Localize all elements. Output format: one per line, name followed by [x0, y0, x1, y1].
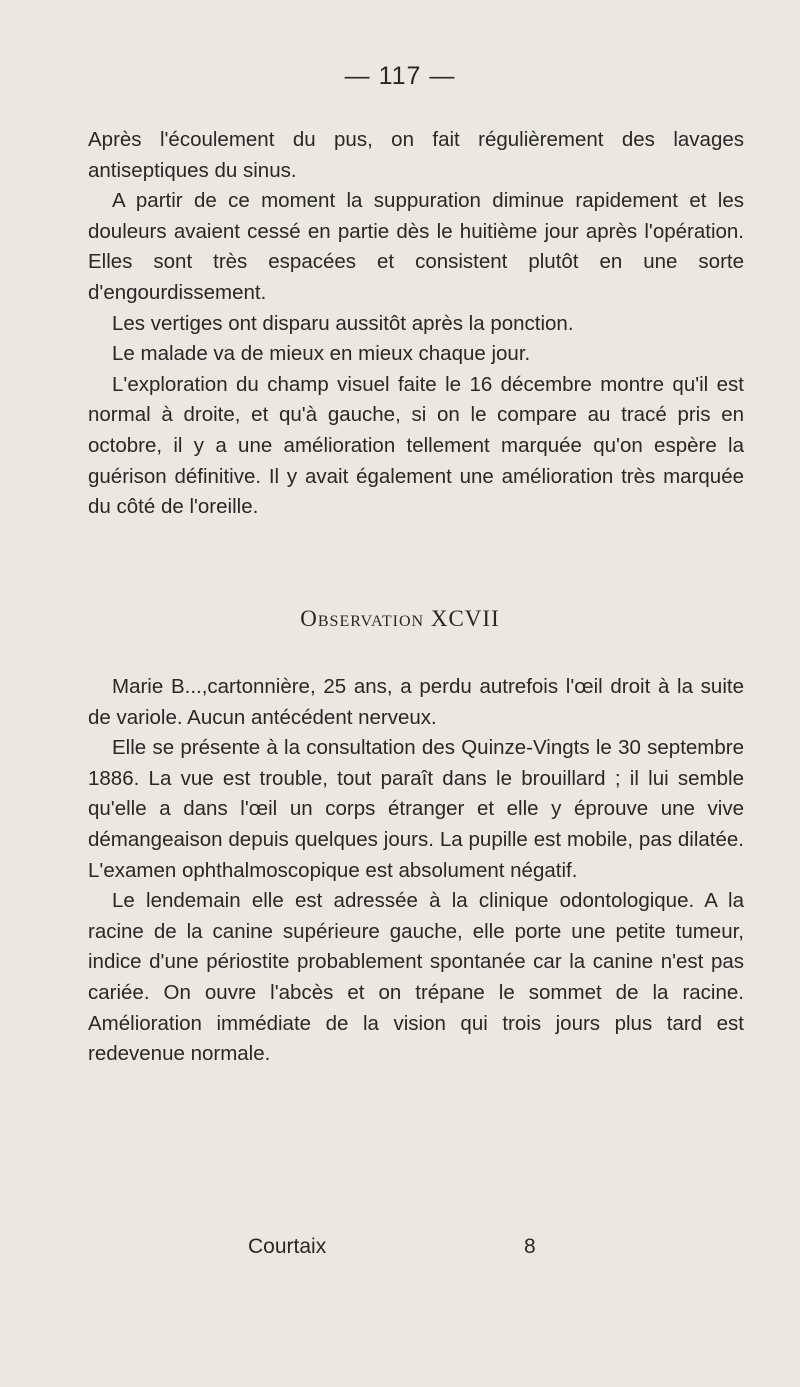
paragraph: Marie B...,cartonnière, 25 ans, a perdu autrefois l'œil droit à la suite de variole. Aucun antécédent nerveux.: [88, 675, 744, 729]
paragraph: Les vertiges ont disparu aussitôt après la ponction.: [112, 311, 574, 335]
footer-author: Courtaix: [248, 1235, 327, 1258]
paragraph: Le lendemain elle est adressée à la clinique odontologique. A la racine de la canine supérieure gauche, elle porte une petite tumeur, indice d'une périostite probablement spontanée car la canine n'est pas cariée. On ouvre l'abcès et on trépane le sommet de la racine. Amélioration immédiate de la vision qui trois jours plus tard est redevenue normale.: [88, 889, 744, 1066]
paragraph: Le malade va de mieux en mieux chaque jour.: [112, 342, 531, 366]
paragraph: Elle se présente à la consultation des Quinze-Vingts le 30 septembre 1886. La vue est trouble, tout paraît dans le brouillard ; il lui semble qu'elle a dans l'œil un corps étranger et elle y éprouve une vive démangeaison depuis quelques jours. La pupille est mobile, pas dilatée. L'examen ophthalmoscopique est absolument négatif.: [88, 736, 744, 882]
paragraph: Après l'écoulement du pus, on fait régulièrement des lavages antiseptiques du sinus.: [88, 128, 744, 182]
paragraph: A partir de ce moment la suppuration diminue rapidement et les douleurs avaient cessé en partie dès le huitième jour après l'opération. Elles sont très espacées et consistent plutôt en une sorte d'engourdissement.: [88, 189, 744, 304]
text-block-observation: [88, 672, 744, 1070]
text-block-treatment: [88, 125, 744, 523]
observation-heading: Observation XCVII: [300, 606, 500, 631]
paragraph: L'exploration du champ visuel faite le 16 décembre montre qu'il est normal à droite, et qu'à gauche, si on le compare au tracé pris en octobre, il y a une amélioration tellement marquée qu'on espère la guérison définitive. Il y avait également une amélioration très marquée du côté de l'oreille.: [88, 372, 744, 519]
page-number: — 117 —: [344, 62, 456, 90]
footer-signature-mark: 8: [524, 1235, 536, 1258]
